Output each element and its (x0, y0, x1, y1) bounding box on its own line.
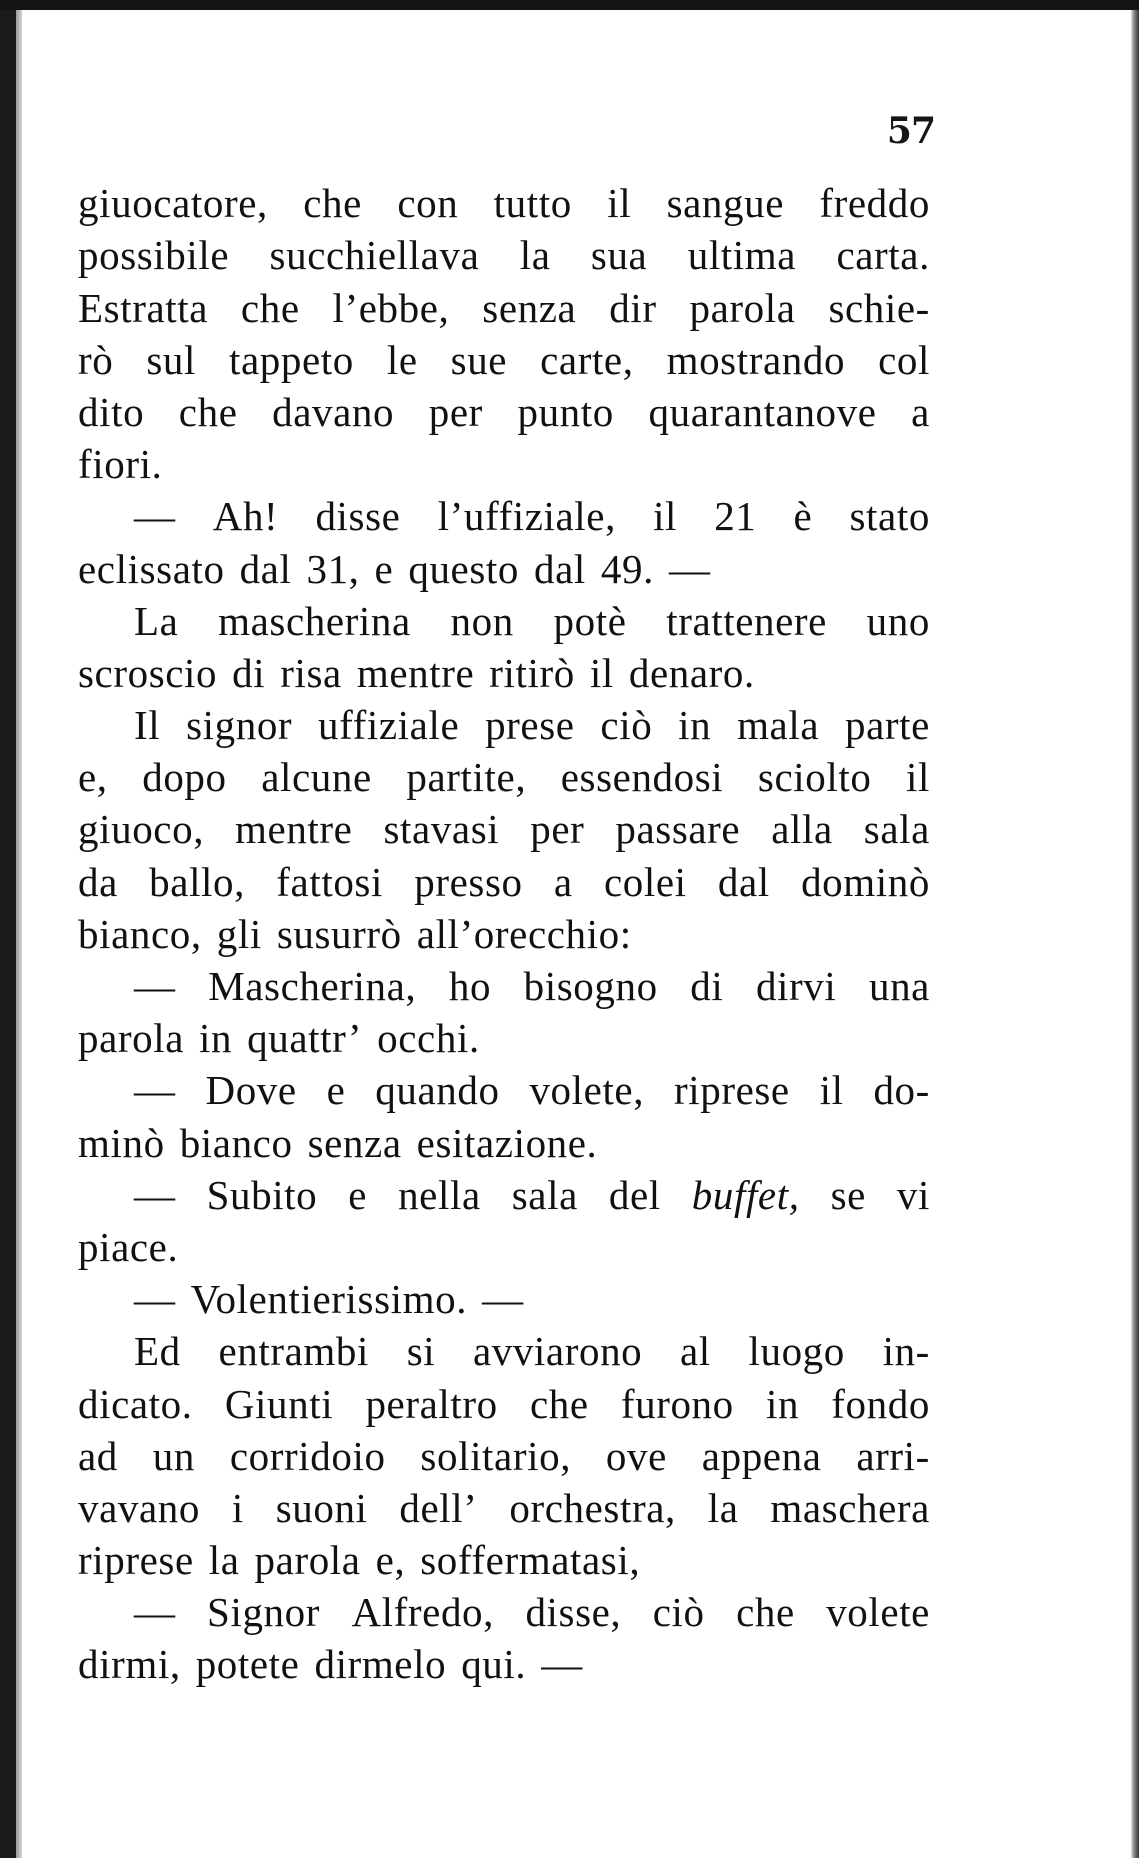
text-line (78, 1111, 930, 1166)
word: denaro. (628, 649, 755, 696)
word: da (78, 858, 118, 905)
word: ho (448, 963, 492, 1009)
word: e (374, 545, 394, 592)
word: la (707, 1484, 739, 1531)
word: — (134, 493, 176, 540)
word: Estratta (78, 284, 209, 331)
word: arri- (856, 1432, 930, 1479)
word: e, (375, 1537, 406, 1584)
word: di (690, 963, 724, 1009)
word: col (878, 336, 930, 383)
word: sua (590, 232, 648, 279)
word: suoni (275, 1484, 368, 1531)
word: scroscio (78, 649, 218, 696)
word: mascherina (218, 597, 411, 644)
word: 21 (714, 493, 757, 540)
word: il (906, 754, 930, 801)
word: si (406, 1328, 436, 1375)
word: quando (375, 1067, 500, 1114)
text-line (78, 1164, 930, 1216)
text-line (78, 1425, 930, 1477)
word: possibile (78, 232, 230, 279)
word: una (868, 963, 930, 1009)
word: uno (866, 597, 930, 644)
word: non (450, 597, 514, 644)
word: fondo (831, 1380, 930, 1427)
word: mostrando (666, 336, 846, 383)
word: ciò (600, 702, 653, 749)
word: potè (553, 597, 627, 644)
word: Alfredo, (351, 1589, 494, 1636)
word: corridoio (229, 1432, 386, 1479)
word: un (152, 1432, 195, 1479)
page-number: 57 (886, 110, 935, 152)
word: alla (771, 806, 833, 853)
word: dirmelo (314, 1641, 447, 1688)
word: mentre (235, 806, 353, 853)
word: dicato. (78, 1380, 193, 1427)
word: — (134, 1171, 176, 1218)
word: che (529, 1380, 589, 1427)
word: in (199, 1015, 233, 1062)
word: stato (849, 493, 930, 540)
word: Dove (205, 1067, 297, 1114)
word: dal (717, 858, 770, 905)
text-line (78, 1581, 930, 1636)
word: uffiziale (318, 702, 460, 749)
word: giuoco, (78, 806, 205, 853)
word: solitario, (420, 1432, 572, 1479)
word: nella (398, 1171, 481, 1218)
word: le (386, 336, 418, 383)
word: Mascherina, (208, 963, 417, 1009)
word: in- (882, 1328, 930, 1375)
word: dominò (801, 858, 930, 905)
word: presso (414, 858, 523, 905)
word: la (519, 232, 551, 279)
word: volete, (529, 1067, 645, 1114)
word: partite, (406, 754, 527, 801)
text-line (78, 276, 930, 331)
word: parola (78, 1015, 185, 1062)
word: giuocatore, (78, 180, 268, 227)
word: il (653, 493, 678, 540)
word: il (589, 649, 614, 696)
word: che (736, 1589, 795, 1636)
word: vi (896, 1171, 930, 1218)
word: Ah! (212, 493, 279, 540)
word: per (428, 388, 483, 435)
word: quattr’ (247, 1015, 363, 1062)
word: prese (485, 702, 575, 749)
page-left-shadow (16, 10, 22, 1858)
word: Giunti (224, 1380, 334, 1427)
word: occhi. (377, 1015, 480, 1062)
word: La (134, 597, 179, 644)
word: 49. (600, 545, 654, 592)
word: e, (78, 754, 108, 801)
word: i (231, 1484, 244, 1531)
word: avviarono (472, 1328, 643, 1375)
word: parola (689, 284, 796, 331)
word: per (530, 806, 585, 853)
word: davano (272, 388, 395, 435)
text-line (78, 1372, 930, 1427)
word: sala (863, 806, 930, 853)
word: la (208, 1537, 240, 1584)
word: del (608, 1171, 661, 1218)
word: con (397, 180, 459, 227)
text-line (78, 642, 930, 694)
word: rò (78, 336, 114, 383)
word: sala (511, 1171, 578, 1218)
text-line (78, 485, 930, 540)
word: Signor (207, 1589, 320, 1636)
word: senza (307, 1119, 402, 1166)
word: il (819, 1067, 844, 1114)
word: l’uffiziale, (437, 493, 616, 540)
word: luogo (748, 1328, 845, 1375)
word: Subito (206, 1171, 318, 1218)
word: — (134, 1589, 176, 1636)
word: colei (603, 858, 687, 905)
word: trattenere (666, 597, 827, 644)
word: e (348, 1171, 368, 1218)
word: dopo (142, 754, 227, 801)
word: ove (605, 1432, 667, 1479)
word: ballo, (149, 858, 246, 905)
word: e (326, 1067, 346, 1114)
word: che (178, 388, 238, 435)
text-line (78, 1633, 930, 1688)
text-line (78, 903, 930, 955)
word: gli (216, 910, 262, 957)
word: eclissato (78, 545, 225, 592)
word: ciò (652, 1589, 705, 1636)
text-line (78, 590, 930, 642)
word: — (134, 963, 176, 1009)
word: riprese (78, 1537, 194, 1584)
word: fiori. (78, 441, 163, 488)
word: in (678, 702, 712, 749)
word: succhiellava (269, 232, 480, 279)
word: orchestra, (509, 1484, 676, 1531)
word: minò (78, 1119, 165, 1166)
text-line (78, 1216, 930, 1268)
word: dirmi, (78, 1641, 181, 1688)
word: è (793, 493, 813, 540)
word: furono (620, 1380, 734, 1427)
page-left-edge (0, 10, 16, 1858)
text-line (78, 381, 930, 433)
word: sciolto (757, 754, 872, 801)
word: piace. (78, 1223, 179, 1270)
word: entrambi (218, 1328, 369, 1375)
word: parte (844, 702, 930, 749)
word: 31, (306, 545, 360, 592)
word: all’orecchio: (416, 910, 632, 957)
word: bianco, (78, 910, 202, 957)
text-line (78, 537, 930, 592)
word: al (679, 1328, 711, 1375)
word: buffet, (691, 1171, 800, 1218)
text-line (78, 694, 930, 749)
word: dirvi (755, 963, 837, 1009)
text-line (78, 798, 930, 853)
page-right-edge (1131, 10, 1139, 1858)
word: soffermatasi, (420, 1537, 641, 1584)
word: — (134, 1276, 176, 1323)
word: mentre (356, 649, 475, 696)
word: ritirò (489, 649, 575, 696)
word: essendosi (560, 754, 724, 801)
word: l’ebbe, (332, 284, 450, 331)
word: esitazione. (416, 1119, 598, 1166)
word: volete (826, 1589, 930, 1636)
text-line (78, 224, 930, 279)
word: fattosi (276, 858, 383, 905)
word: Il (134, 702, 161, 749)
word: maschera (770, 1484, 930, 1531)
word: mala (737, 702, 820, 749)
word: questo (408, 545, 519, 592)
word: signor (186, 702, 293, 749)
word: risa (280, 649, 342, 696)
text-line (78, 1320, 930, 1375)
text-line (78, 1059, 930, 1114)
word: se (830, 1171, 866, 1218)
word: sangue (666, 180, 785, 227)
word: — (134, 1067, 176, 1114)
word: a (553, 858, 573, 905)
word: dell’ (399, 1484, 478, 1531)
word: in (765, 1380, 800, 1427)
body-text (78, 172, 930, 1688)
word: parola (254, 1537, 361, 1584)
word: stavasi (383, 806, 500, 853)
word: che (303, 180, 362, 227)
word: sue (450, 336, 508, 383)
word: dito (78, 388, 145, 435)
word: — (482, 1276, 524, 1323)
word: Ed (134, 1328, 181, 1375)
text-line (78, 172, 930, 227)
word: potete (195, 1641, 300, 1688)
word: bisogno (523, 963, 658, 1009)
word: il (607, 180, 632, 227)
text-line (78, 850, 930, 905)
word: carta. (836, 232, 930, 279)
page-top-edge (0, 0, 1139, 10)
word: disse (315, 493, 401, 540)
text-line (78, 433, 930, 488)
word: dal (239, 545, 292, 592)
word: disse, (525, 1589, 622, 1636)
word: alcune (261, 754, 372, 801)
word: dir (609, 284, 657, 331)
word: qui. (461, 1641, 527, 1688)
word: di (232, 649, 266, 696)
word: punto (517, 388, 614, 435)
word: dal (534, 545, 586, 592)
word: Volentierissimo. (190, 1276, 468, 1323)
word: — (668, 545, 711, 592)
text-line (78, 746, 930, 801)
text-line (78, 955, 930, 1007)
text-line (78, 1477, 930, 1529)
word: che (240, 284, 300, 331)
word: riprese (673, 1067, 790, 1114)
word: do- (873, 1067, 930, 1114)
word: carte, (540, 336, 634, 383)
text-line (78, 1268, 930, 1323)
word: appena (701, 1432, 822, 1479)
word: a (911, 388, 930, 435)
word: tappeto (228, 336, 354, 383)
word: sul (146, 336, 196, 383)
word: vavano (78, 1484, 200, 1531)
word: peraltro (365, 1380, 498, 1427)
word: ultima (687, 232, 797, 279)
word: ad (78, 1432, 118, 1479)
text-line (78, 1529, 930, 1584)
word: quarantanove (648, 388, 877, 435)
word: senza (482, 284, 577, 331)
word: passare (615, 806, 741, 853)
word: bianco (179, 1119, 293, 1166)
text-line (78, 1007, 930, 1062)
word: susurrò (276, 910, 402, 957)
word: tutto (493, 180, 572, 227)
word: schie- (828, 284, 930, 331)
word: — (541, 1641, 583, 1688)
text-line (78, 329, 930, 381)
word: freddo (819, 180, 930, 227)
